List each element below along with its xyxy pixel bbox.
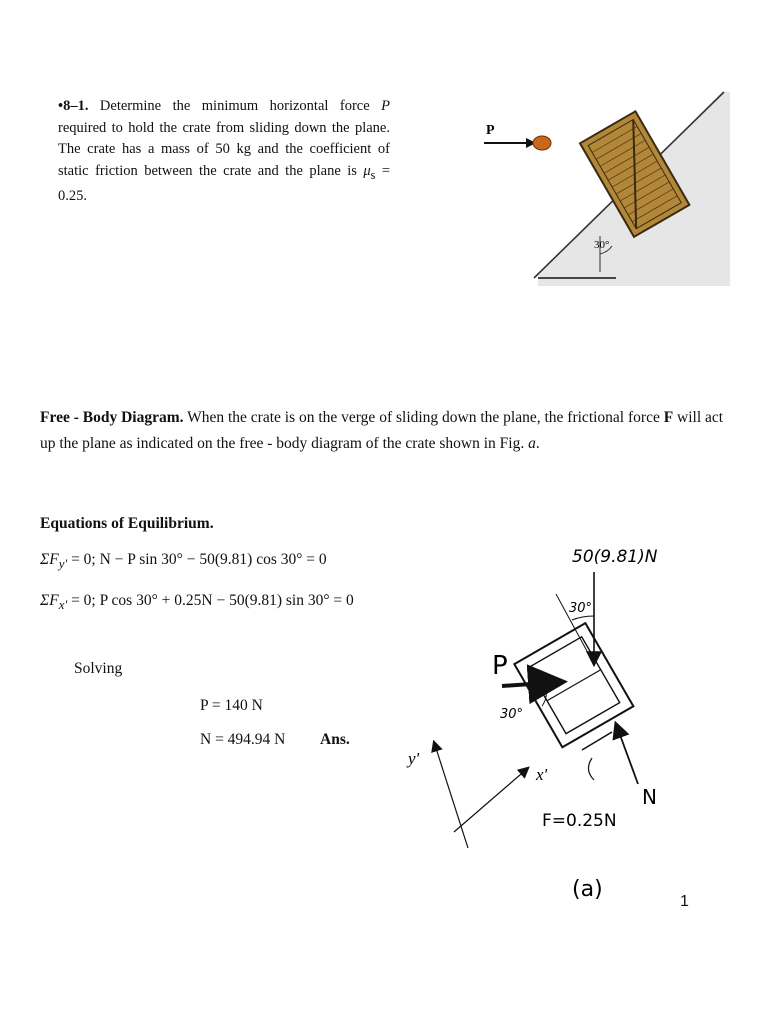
force-p-label: P bbox=[492, 651, 508, 681]
friction-label: F=0.25N bbox=[542, 811, 617, 831]
normal-force-arrow bbox=[616, 724, 638, 784]
equations-heading: Equations of Equilibrium. bbox=[40, 515, 214, 532]
x-axis bbox=[454, 768, 528, 832]
force-p-label: P bbox=[486, 123, 495, 138]
equation-x: $\Sigma F_{x'} = 0$; P cos 30° + 0.25N − 50(9.81) sin 30° = 0 bbox=[40, 592, 354, 613]
force-p-arrow bbox=[502, 682, 560, 686]
equation-y: $\Sigma F_{y'} = 0$; N − P sin 30° − 50(9.81) cos 30° = 0 bbox=[40, 551, 327, 572]
force-p-angle-label: 30° bbox=[500, 707, 524, 722]
answer-marker: Ans. bbox=[320, 731, 350, 748]
hand-icon bbox=[533, 136, 551, 150]
incline-angle-label: 30° bbox=[594, 239, 610, 251]
page-number: 1 bbox=[680, 893, 689, 910]
result-p: P = 140 N bbox=[200, 697, 263, 714]
y-axis-label: y' bbox=[408, 749, 420, 768]
normal-force-label: N bbox=[642, 785, 657, 809]
problem-statement: •8–1. Determine the minimum horizontal force P required to hold the crate from sliding down the plane. The crate has a mass of 50 kg and the coefficient of static friction between the crate and the plane is $\mu_s = 0.25$. bbox=[58, 98, 391, 204]
solving-label: Solving bbox=[74, 660, 123, 677]
weight-angle-label: 30° bbox=[569, 601, 593, 616]
fbd-intro: Free - Body Diagram. When the crate is on the verge of sliding down the plane, the frictional force F will act up the plane as indicated on the free - body diagram of the crate shown in Fig. a. bbox=[40, 409, 724, 452]
x-axis-label: x' bbox=[536, 765, 548, 784]
figure-caption: (a) bbox=[572, 877, 603, 902]
y-axis bbox=[434, 742, 468, 848]
result-n: N = 494.94 N bbox=[200, 731, 286, 748]
problem-number: •8–1. bbox=[58, 98, 89, 114]
crate-incline-figure bbox=[478, 86, 734, 286]
weight-label: 50(9.81)N bbox=[572, 547, 658, 567]
free-body-diagram bbox=[396, 536, 716, 912]
